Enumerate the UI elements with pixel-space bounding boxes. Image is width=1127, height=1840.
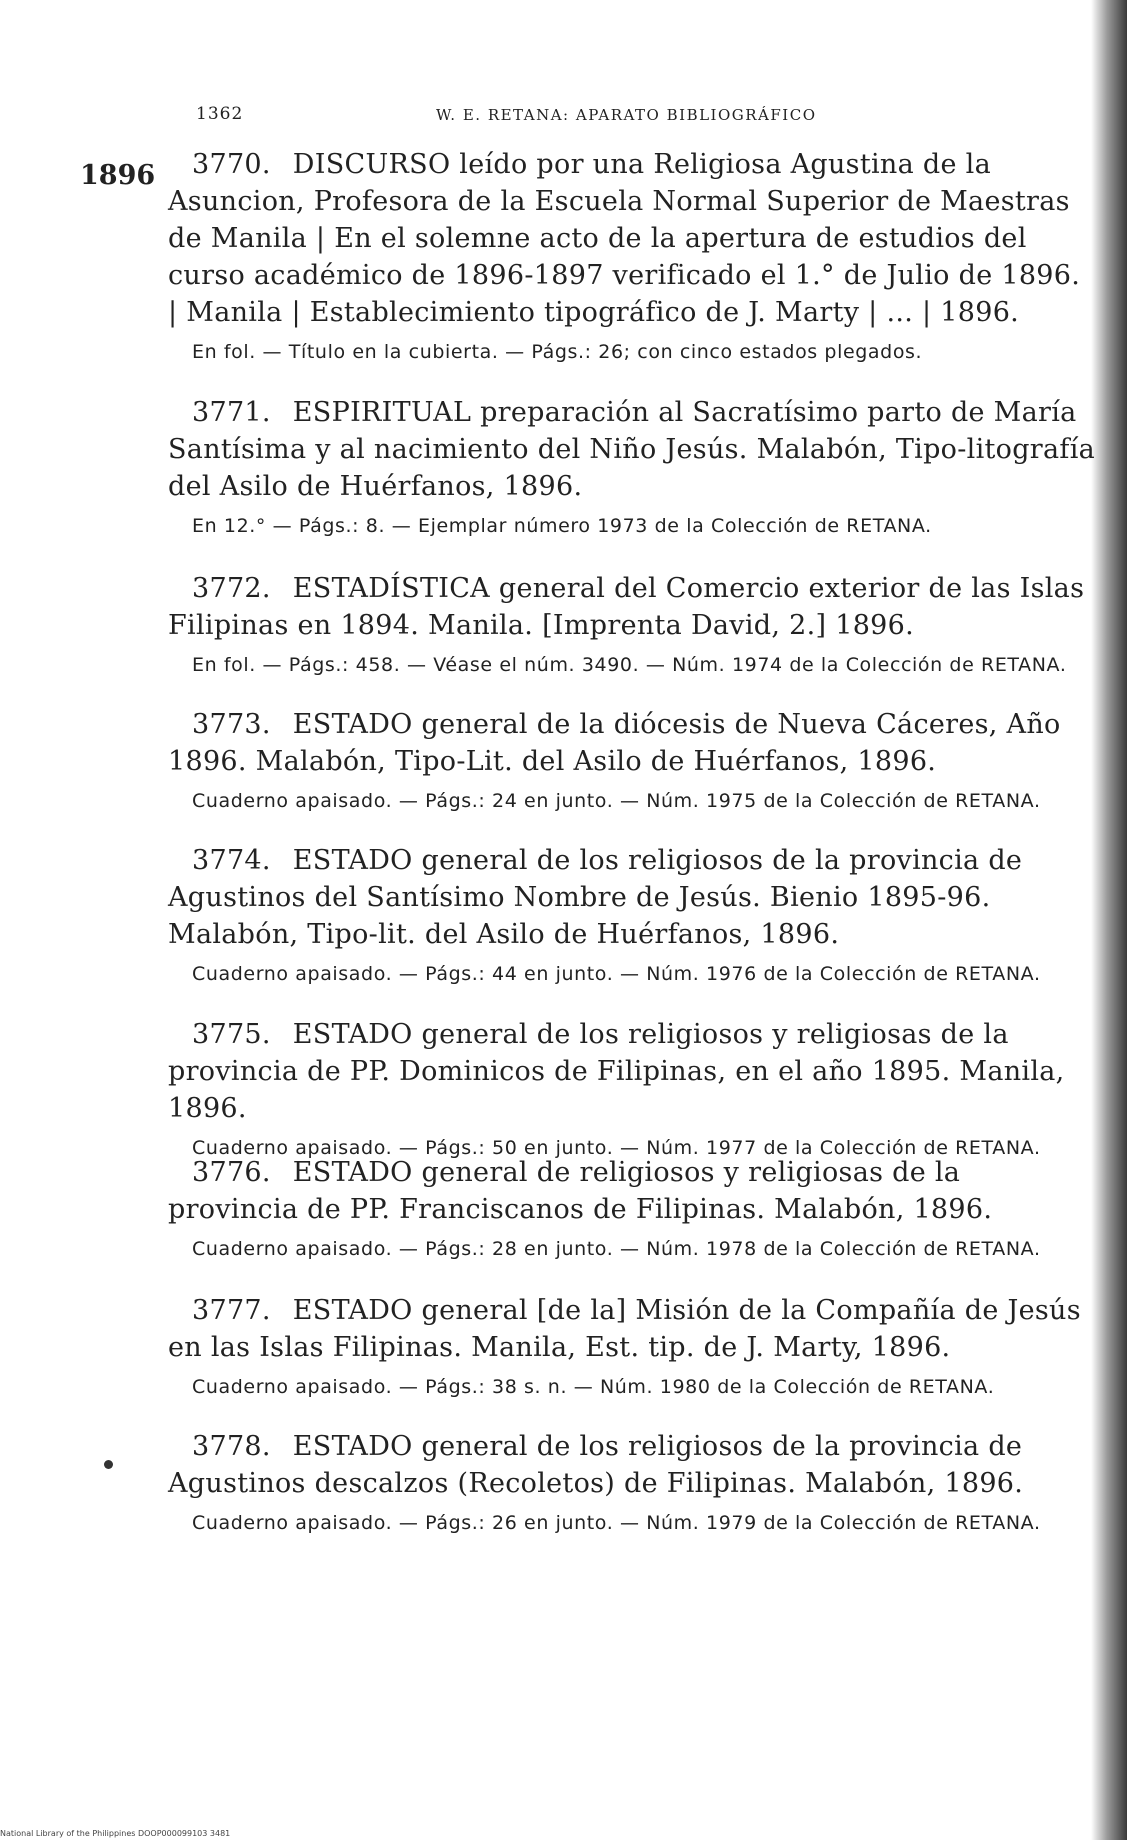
entry-number: 3770. [192,149,271,180]
entry-description: ESTADO general de los religiosos de la provincia de Agustinos del Santísimo Nombre de Jesús. Bienio 1895-96. Malabón, Tipo-lit. del Asilo de Huérfanos, 1896. [168,845,1023,950]
scan-footer: National Library of the Philippines DOOP000099103 3481 [0,1829,231,1838]
entry-number: 3776. [192,1157,271,1188]
entry-number: 3777. [192,1295,271,1326]
entry-note: Cuaderno apaisado. — Págs.: 28 en junto. — Núm. 1978 de la Colección de RETANA. [192,1238,1041,1260]
entry-description: ESTADO general de los religiosos de la provincia de Agustinos descalzos (Recoletos) de Filipinas. Malabón, 1896. [168,1431,1024,1499]
entry-text [168,706,1098,780]
running-title: W. E. RETANA: APARATO BIBLIOGRÁFICO [436,106,817,124]
entry-description: ESTADO general de la diócesis de Nueva Cáceres, Año 1896. Malabón, Tipo-Lit. del Asilo de Huérfanos, 1896. [168,709,1061,777]
margin-bullet [104,1460,113,1469]
entry-note: En fol. — Págs.: 458. — Véase el núm. 3490. — Núm. 1974 de la Colección de RETANA. [192,654,1067,676]
catalog-entry [168,1428,1098,1536]
entry-note: Cuaderno apaisado. — Págs.: 24 en junto. — Núm. 1975 de la Colección de RETANA. [192,790,1041,812]
entry-number: 3774. [192,845,271,876]
entry-description: ESTADÍSTICA general del Comercio exterior de las Islas Filipinas en 1894. Manila. [Imprenta David, 2.] 1896. [168,573,1085,641]
entry-description: ESPIRITUAL preparación al Sacratísimo parto de María Santísima y al nacimiento del Niño Jesús. Malabón, Tipo-litografía del Asilo de Huérfanos, 1896. [168,397,1096,502]
page-number: 1362 [196,104,244,124]
catalog-entry [168,146,1098,365]
entry-text [168,1428,1098,1502]
entry-text [168,394,1098,505]
entry-text [168,1292,1098,1366]
entry-number: 3775. [192,1019,271,1050]
entry-number: 3772. [192,573,271,604]
entry-note: En fol. — Título en la cubierta. — Págs.: 26; con cinco estados plegados. [192,341,923,363]
entry-text [168,842,1098,953]
catalog-entry [168,842,1098,987]
entry-note: Cuaderno apaisado. — Págs.: 38 s. n. — Núm. 1980 de la Colección de RETANA. [192,1376,995,1398]
entry-note: Cuaderno apaisado. — Págs.: 26 en junto. — Núm. 1979 de la Colección de RETANA. [192,1512,1041,1534]
entry-description: DISCURSO leído por una Religiosa Agustina de la Asuncion, Profesora de la Escuela Normal Superior de Maestras de Manila | En el solemne acto de la apertura de estudios del curso académico de 1896-1897 verificado el 1.° de Julio de 1896. | Manila | Establecimiento tipográfico de J. Marty | ... | 1896. [168,149,1081,328]
catalog-entry [168,394,1098,539]
catalog-entry [168,570,1098,678]
entry-note: En 12.° — Págs.: 8. — Ejemplar número 1973 de la Colección de RETANA. [192,515,932,537]
entry-description: ESTADO general [de la] Misión de la Compañía de Jesús en las Islas Filipinas. Manila, Est. tip. de J. Marty, 1896. [168,1295,1081,1363]
entry-text [168,570,1098,644]
entry-number: 3771. [192,397,271,428]
catalog-entry [168,706,1098,814]
entry-note: Cuaderno apaisado. — Págs.: 50 en junto. — Núm. 1977 de la Colección de RETANA. [192,1137,1041,1159]
entry-note: Cuaderno apaisado. — Págs.: 44 en junto. — Núm. 1976 de la Colección de RETANA. [192,963,1041,985]
catalog-entry [168,1016,1098,1161]
entry-description: ESTADO general de los religiosos y religiosas de la provincia de PP. Dominicos de Filipinas, en el año 1895. Manila, 1896. [168,1019,1065,1124]
year-margin-label: 1896 [80,160,156,191]
catalog-entry [168,1154,1098,1262]
entry-text [168,1154,1098,1228]
entry-text [168,1016,1098,1127]
catalog-entry [168,1292,1098,1400]
page-header [196,104,817,124]
entry-text [168,146,1098,331]
entry-description: ESTADO general de religiosos y religiosas de la provincia de PP. Franciscanos de Filipinas. Malabón, 1896. [168,1157,993,1225]
entry-number: 3773. [192,709,271,740]
entry-number: 3778. [192,1431,271,1462]
